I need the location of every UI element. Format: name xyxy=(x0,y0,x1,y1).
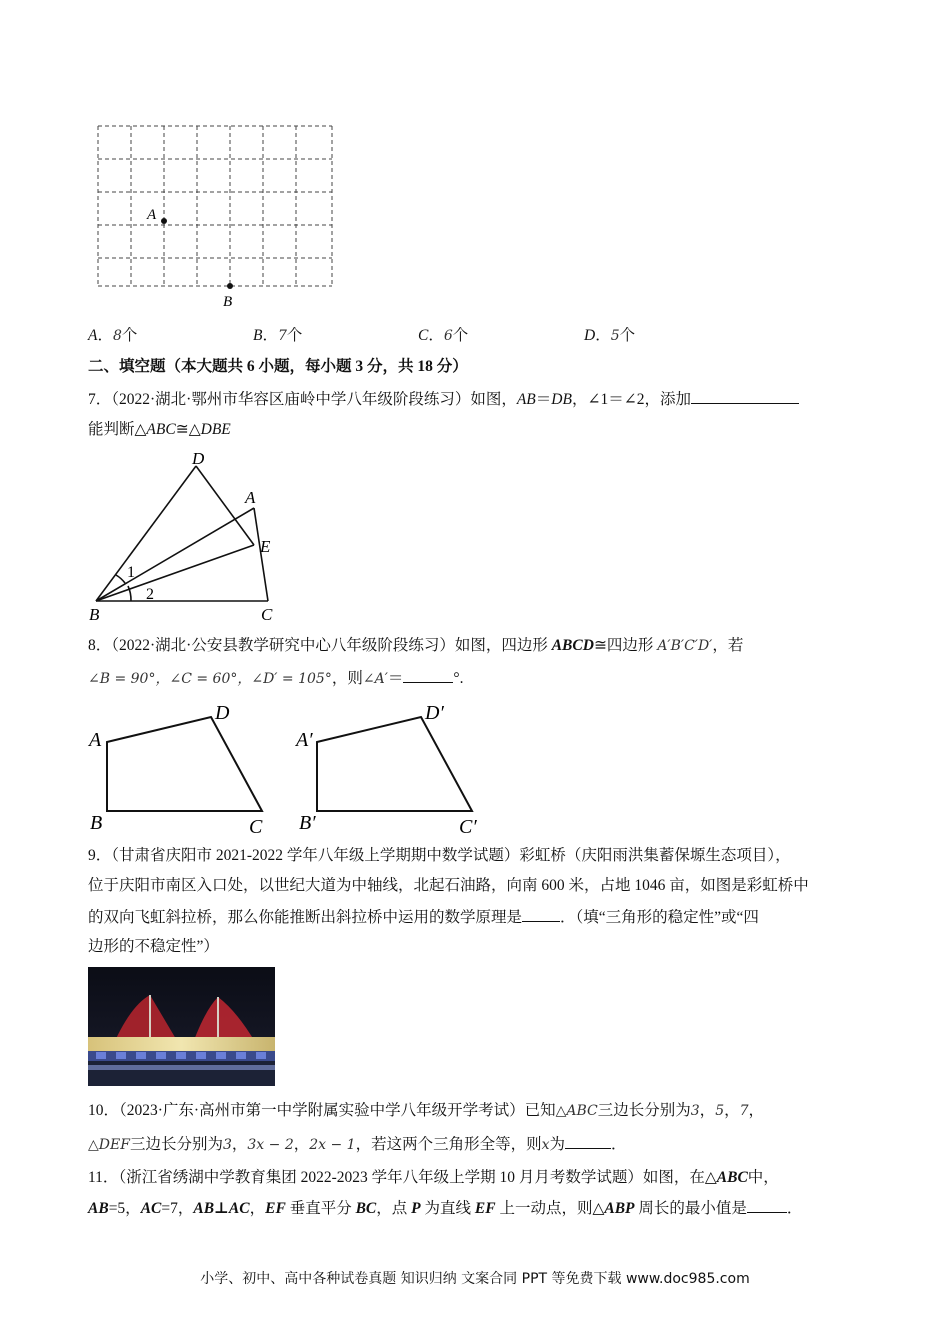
q8p-label-d: D′ xyxy=(425,702,444,724)
option-c: C．6个 xyxy=(418,327,469,344)
q8p-label-a: A′ xyxy=(296,729,313,751)
q10-answer-blank[interactable] xyxy=(565,1134,611,1149)
q7-label-a: A xyxy=(245,488,256,507)
q7-label-e: E xyxy=(260,537,271,556)
q8-label-c: C xyxy=(249,816,263,838)
q7-line1: 7．（2022·湖北·鄂州市华容区庙岭中学八年级阶段练习）如图，AB＝DB，∠1＝∠2，添加 xyxy=(88,389,799,410)
q8-line2: ∠B = 90°，∠C = 60°，∠D′ = 105°，则∠A′＝ °. xyxy=(88,670,464,687)
grid-label-a: A xyxy=(147,207,157,223)
q8-quadrilateral-abcd xyxy=(85,695,275,840)
q8-label-a: A xyxy=(89,729,102,751)
q7-label-d: D xyxy=(192,449,205,468)
q7-label-b: B xyxy=(89,605,100,624)
point-b xyxy=(227,283,233,289)
q9-answer-blank[interactable] xyxy=(522,907,560,922)
page-footer: 小学、初中、高中各种试卷真题 知识归纳 文案合同 PPT 等免费下载 www.doc985.com xyxy=(200,1271,750,1287)
q10-line2: △DEF三边长分别为3，3x − 2，2x − 1，若这两个三角形全等，则x为 ． xyxy=(88,1136,627,1153)
option-d: D．5个 xyxy=(584,327,636,344)
q7-angle-1: 1 xyxy=(127,564,135,581)
q11-line2: AB=5，AC=7，AB⊥AC，EF 垂直平分 BC，点 P 为直线 EF 上一动点，则△ABP 周长的最小值是 ． xyxy=(88,1200,803,1217)
q7-answer-blank[interactable] xyxy=(691,389,799,404)
q9-line2: 位于庆阳市南区入口处，以世纪大道为中轴线，北起石油路，向南 600 米，占地 1046 亩，如图是彩虹桥中 xyxy=(88,877,809,894)
q8-quadrilateral-abcd-prime xyxy=(295,695,495,840)
q9-line1: 9．（甘肃省庆阳市 2021-2022 学年八年级上学期期中数学试题）彩虹桥（庆阳雨洪集蓄保塬生态项目）， xyxy=(88,847,791,864)
q9-line4: 边形的不稳定性”） xyxy=(88,938,219,955)
grid-label-b: B xyxy=(223,294,233,310)
section-heading: 二、填空题（本大题共 6 小题，每小题 3 分，共 18 分） xyxy=(88,358,468,375)
dashed-grid xyxy=(98,126,332,286)
q8p-label-c: C′ xyxy=(459,816,477,838)
q7-angle-2: 2 xyxy=(146,586,154,603)
q11-answer-blank[interactable] xyxy=(747,1198,787,1213)
q7-label-c: C xyxy=(261,605,273,624)
q8-label-d: D xyxy=(215,702,230,724)
q7-triangle-figure xyxy=(85,446,285,626)
grid-figure xyxy=(90,118,340,313)
q8p-label-b: B′ xyxy=(299,812,316,834)
q7-line2: 能判断△ABC≅△DBE xyxy=(88,421,231,438)
option-a: A．8个 xyxy=(88,327,138,344)
q9-line3: 的双向飞虹斜拉桥，那么你能推断出斜拉桥中运用的数学原理是 ．（填“三角形的稳定性”或“四 xyxy=(88,909,759,926)
q8-line1: 8．（2022·湖北·公安县教学研究中心八年级阶段练习）如图，四边形 ABCD≅四边形 A′B′C′D′，若 xyxy=(88,637,744,654)
q8-answer-blank[interactable] xyxy=(403,668,453,683)
q11-line1: 11．（浙江省绣湖中学教育集团 2022-2023 学年八年级上学期 10 月月考数学试题）如图，在△ABC中， xyxy=(88,1169,779,1186)
option-b: B．7个 xyxy=(253,327,303,344)
q8-label-b: B xyxy=(90,812,103,834)
q10-line1: 10．（2023·广东·高州市第一中学附属实验中学八年级开学考试）已知△ABC三边长分别为3，5，7， xyxy=(88,1102,765,1119)
point-a xyxy=(161,218,167,224)
rainbow-bridge-photo xyxy=(88,967,275,1086)
